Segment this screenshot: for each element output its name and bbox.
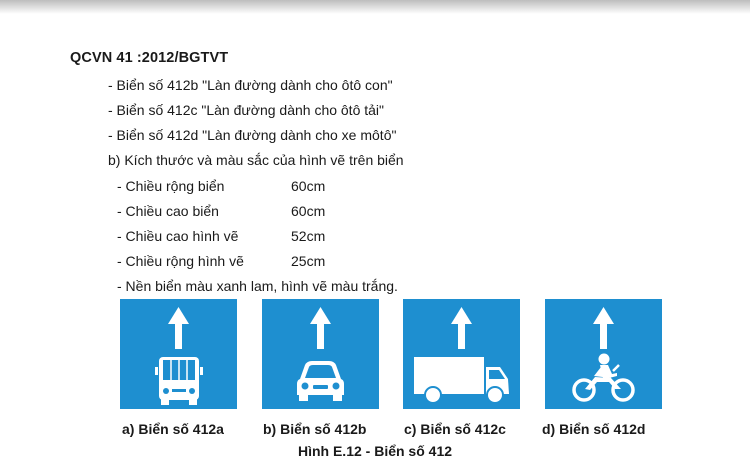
sign-412b [262,299,379,409]
dimension-label: - Chiều cao biển [117,203,219,219]
sign-caption-412a: a) Biển số 412a [122,421,224,437]
car-icon [262,299,379,409]
item-412d: - Biển số 412d "Làn đường dành cho xe môtô" [108,127,397,143]
color-note: - Nền biển màu xanh lam, hình vẽ màu trắng. [117,278,398,294]
figure-caption: Hình E.12 - Biển số 412 [297,443,453,459]
bus-icon [120,299,237,409]
dimension-row [117,228,326,244]
sign-caption-412c: c) Biển số 412c [404,421,506,437]
truck-icon [403,299,520,409]
sign-412c [403,299,520,409]
dimension-value: 60cm [291,178,326,194]
item-412c: - Biển số 412c "Làn đường dành cho ôtô tải" [108,102,385,118]
dimension-value: 60cm [291,203,326,219]
sign-412d [545,299,662,409]
page-top-shadow [0,0,750,14]
dimension-value: 52cm [291,228,326,244]
dimension-label: - Chiều rộng hình vẽ [117,253,244,269]
sign-412a [120,299,237,409]
dimension-label: - Chiều rộng biển [117,178,225,194]
section-b-heading: b) Kích thước và màu sắc của hình vẽ trên biển [108,152,404,168]
motorcycle-icon [545,299,662,409]
item-412b: - Biển số 412b "Làn đường dành cho ôtô con" [108,77,393,93]
dimension-value: 25cm [291,253,326,269]
sign-caption-412d: d) Biển số 412d [542,421,646,437]
document-header: QCVN 41 :2012/BGTVT [70,50,229,66]
dimension-row [117,253,326,269]
dimension-row [117,178,326,194]
dimension-label: - Chiều cao hình vẽ [117,228,239,244]
dimension-row [117,203,326,219]
sign-caption-412b: b) Biển số 412b [263,421,367,437]
